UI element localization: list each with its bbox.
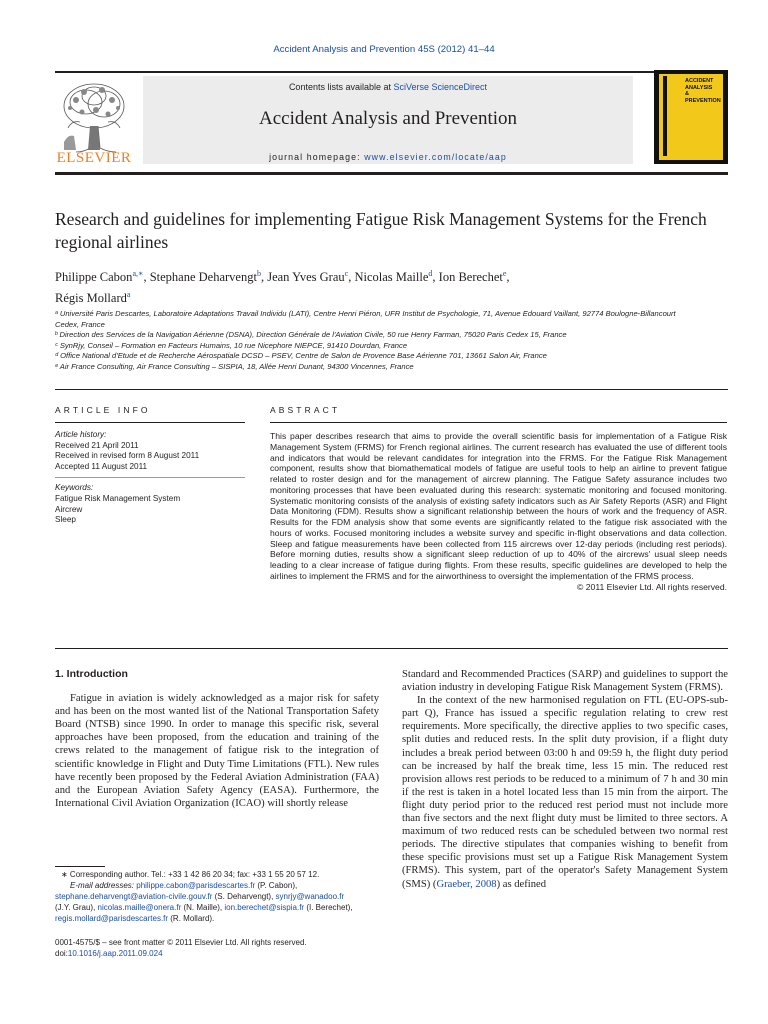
affiliation: ᵈ Office National d'Etude et de Recherche Aérospatiale DCSD – PSEV, Centre de Salon de Provence Base Aérienne 701, 13661 Salon Air, France bbox=[55, 351, 547, 360]
abstract-label: ABSTRACT bbox=[270, 405, 341, 415]
front-matter-line: 0001-4575/$ – see front matter © 2011 Elsevier Ltd. All rights reserved. bbox=[55, 938, 307, 947]
affiliation: ᵉ Air France Consulting, Air France Consulting – SISPIA, 18, Allée Henri Dunant, 94300 Vincennes, France bbox=[55, 361, 414, 371]
info-divider bbox=[55, 477, 245, 478]
section-rule bbox=[55, 648, 728, 649]
keyword: Aircrew bbox=[55, 504, 83, 514]
author: Jean Yves Grau bbox=[267, 270, 345, 285]
keywords-label: Keywords: bbox=[55, 483, 94, 493]
article-info-rule bbox=[55, 422, 245, 423]
header-bottom-rule bbox=[55, 172, 728, 175]
affiliation: ᵇ Direction des Services de la Navigation Aérienne (DSNA), Direction Générale de l'Aviation Civile, 50 rue Henry Farman, 75020 Paris Cedex 15, France bbox=[55, 330, 567, 339]
abstract-body bbox=[270, 431, 727, 592]
homepage-prefix: journal homepage: bbox=[269, 152, 365, 162]
header-top-rule bbox=[55, 71, 728, 73]
history-label: Article history: bbox=[55, 430, 107, 439]
journal-reference[interactable]: Accident Analysis and Prevention 45S (2012) 41–44 bbox=[273, 44, 495, 55]
email-link[interactable]: ion.berechet@sispia.fr bbox=[224, 902, 305, 912]
author: Ion Berechet bbox=[438, 270, 503, 285]
email-link[interactable]: philippe.cabon@parisdescartes.fr bbox=[136, 880, 256, 890]
author: Régis Mollard bbox=[55, 291, 127, 306]
author-affiliation-mark[interactable]: a,∗ bbox=[132, 269, 144, 278]
journal-title: Accident Analysis and Prevention bbox=[258, 108, 518, 129]
affiliations bbox=[55, 309, 735, 372]
contents-line bbox=[143, 82, 633, 92]
right-column bbox=[402, 668, 728, 891]
history-item: Accepted 11 August 2011 bbox=[55, 461, 148, 471]
article-title: Research and guidelines for implementing Fatigue Risk Management Systems for the French regional airlines bbox=[55, 209, 707, 252]
corresponding-author: ∗ Corresponding author. Tel.: +33 1 42 86 20 34; fax: +33 1 55 20 57 12. bbox=[61, 870, 320, 879]
author-affiliation-mark[interactable]: e bbox=[502, 269, 507, 278]
section-rule bbox=[55, 389, 728, 390]
keyword: Fatigue Risk Management System bbox=[55, 493, 181, 503]
article-info bbox=[55, 430, 245, 526]
email-label: E-mail addresses: bbox=[70, 880, 137, 890]
affiliation: ᶜ SynRjy, Conseil – Formation en Facteurs Humains, 10 rue Nicephore NIEPCE, 91410 Dourdan, France bbox=[55, 340, 408, 350]
paragraph: Fatigue in aviation is widely acknowledged as a major risk for safety and has been on the most wanted list of the National Transportation Safety Board (NTSB) since 1990. In order to manage this specific risk, several approaches have been proposed, from the education and training of the crews related to the management of fatigue risk to the integration of scientific knowledge in Flight and Duty Time Limitations (FTL). New rules have recently been proposed by the Federal Aviation Administration (FAA) and the European Aviation Safety Agency (EASA). Furthermore, the International Civil Aviation Organization (ICAO) will shortly release bbox=[55, 693, 379, 809]
email-link[interactable]: synrjy@wanadoo.fr bbox=[275, 891, 345, 901]
keyword: Sleep bbox=[55, 515, 76, 525]
contents-prefix: Contents lists available at bbox=[288, 82, 394, 92]
email-link[interactable]: regis.mollard@parisdescartes.fr bbox=[55, 913, 169, 923]
left-column bbox=[55, 668, 379, 810]
journal-cover-thumbnail[interactable] bbox=[654, 70, 728, 164]
abstract-text: This paper describes research that aims to provide the overall scientific basis for implementation of a Fatigue Risk Management System (FRMS) for French regional airlines. The current research has evaluated the use of different tools and indicators that would be relevant candidates for integration into the FRMS. For the Fatigue Risk Management component, results show that biomathematical models of fatigue are useful tools to help an airline to prevent fatigue related to roster design and for the management of aircrew planning. The Fatigue Safety assurance includes two monitoring processes that have been evaluated during this research: systematic monitoring and focused monitoring. Systematic monitoring consists of the analysis of existing safety indicators such as Air Safety Reports (ASR) and Flight Data Monitoring (FDM). Results show a significant relationship between the hours of work and the frequency of ASR. Results for the FDM analysis show that some events are significantly related to the fatigue risk associated with the hours of works. Focused monitoring includes a website survey and specific in-flight observations and data collection. Sleep and fatigue measurements have been collected from 115 aircrews over 12-day periods (including rest periods). Before morning duties, results show a significant sleep reduction of up to 40% of the aircrews' usual sleep needs leading to a clear increase of fatigue during flights. From these results, specific guidelines are developed to help the airlines to implement the FRMS and for the airworthiness to oversight the implementation of the FRMS process. bbox=[270, 431, 727, 581]
footnotes: ∗ Corresponding author. Tel.: +33 1 42 86 20 34; fax: +33 1 55 20 57 12. E-mail addresses: philippe.cabon@parisdescartes.fr (P. Cabon), stephane.deharvengt@aviation-civile.gouv.fr (S. Deharvengt), synrjy@wanadoo.fr (J.Y. Grau), nicolas.maille@onera.fr (N. Maille), ion.berechet@sispia.fr (I. Berechet), regis.mollard@parisdescartes.fr (R. Mollard). bbox=[55, 870, 385, 925]
author: Nicolas Maille bbox=[354, 270, 429, 285]
email-link[interactable]: nicolas.maille@onera.fr bbox=[97, 902, 182, 912]
sciencedirect-link[interactable]: SciVerse ScienceDirect bbox=[393, 82, 488, 92]
cover-title: ACCIDENT ANALYSIS & PREVENTION bbox=[685, 78, 721, 104]
article-info-label: ARTICLE INFO bbox=[55, 405, 151, 415]
email-link[interactable]: stephane.deharvengt@aviation-civile.gouv.fr bbox=[55, 891, 213, 901]
author-affiliation-mark[interactable]: b bbox=[256, 269, 261, 278]
publisher-wordmark: ELSEVIER bbox=[56, 150, 132, 166]
author-affiliation-mark[interactable]: c bbox=[344, 269, 349, 278]
affiliation: Cedex, France bbox=[55, 319, 105, 329]
author-affiliation-mark[interactable]: d bbox=[428, 269, 433, 278]
citation-link[interactable]: Graeber, 2008 bbox=[436, 878, 497, 890]
affiliation: ᵃ Université Paris Descartes, Laboratoire Adaptations Travail Individu (LATI), Centre Henri Piéron, UFR Institut de Psychologie, 71, Avenue Edouard Vaillant, 92774 Boulogne-Billancourt bbox=[55, 309, 676, 318]
paragraph: Standard and Recommended Practices (SARP) and guidelines to support the aviation industry in developing Fatigue Risk Management System (FRMS). bbox=[402, 669, 728, 694]
cover-strip bbox=[663, 76, 667, 156]
author-list: Philippe Cabon$^{a,∗}$, Stephane Deharvengt$^b$, Jean Yves Grau$^c$, Nicolas Maille$^d$, Ion Berechet$^e$, Régis Mollard$^a$ bbox=[55, 269, 510, 306]
history-item: Received in revised form 8 August 2011 bbox=[55, 451, 200, 461]
journal-homepage bbox=[143, 152, 633, 162]
homepage-link[interactable]: www.elsevier.com/locate/aap bbox=[364, 152, 507, 162]
author-affiliation-mark[interactable]: a bbox=[126, 290, 131, 300]
front-matter: 0001-4575/$ – see front matter © 2011 Elsevier Ltd. All rights reserved. doi:10.1016/j.aap.2011.09.024 bbox=[55, 937, 385, 959]
history-item: Received 21 April 2011 bbox=[55, 440, 139, 450]
abstract-copyright: © 2011 Elsevier Ltd. All rights reserved. bbox=[577, 581, 727, 592]
footnote-rule bbox=[55, 866, 105, 867]
abstract-rule bbox=[270, 422, 727, 423]
author: Stephane Deharvengt bbox=[149, 270, 257, 285]
paragraph: In the context of the new harmonised regulation on FTL (EU-OPS-sub-part Q), France has issued a specific regulation relating to crew rest requirements. More specifically, the directive applies to two specific cases, split duties and reduced rests. In the split duty provision, if a flight duty includes a break period between 03:00 h and 09:59 h, the flight duty period can be increased by half the break time, less 15 min. The reduced rest provision allows rest periods to be reduced to a minimum of 7 h and 30 min if the rest is taken in a hotel located less than 15 min from the airport. The flight duty period prior to the reduced rest period must not include more than five sectors and the next flight duty must be limited to three sectors. A maximum of two reduced rests can be scheduled between two normal rest periods. The directive stipulates that companies wishing to benefit from these specific provisions must set up a Fatigue Risk Management System (FRMS). This system, part of the operator's Safety Management System (SMS) (Graeber, 2008) as defined bbox=[402, 695, 728, 890]
section-heading: 1. Introduction bbox=[55, 668, 128, 680]
author: Philippe Cabon bbox=[55, 270, 133, 285]
doi-link[interactable]: 10.1016/j.aap.2011.09.024 bbox=[67, 949, 163, 958]
